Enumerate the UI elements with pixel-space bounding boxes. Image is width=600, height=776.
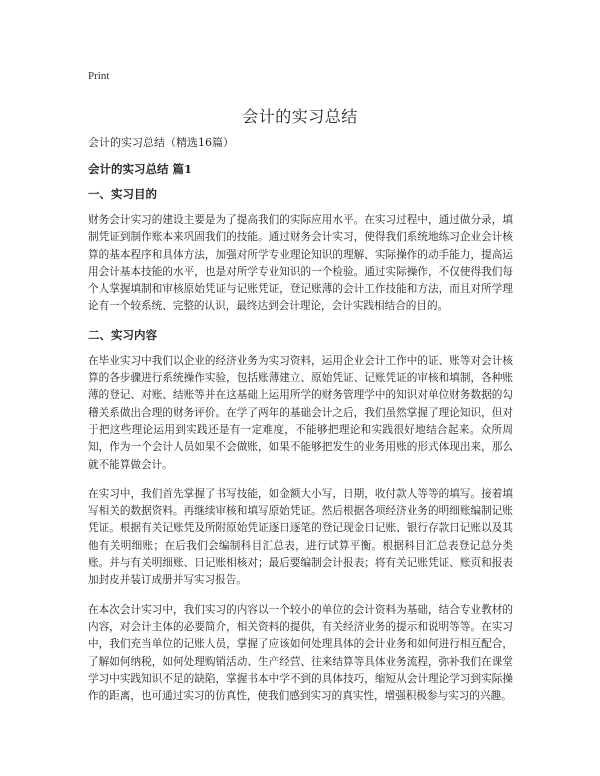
paragraph: 在毕业实习中我们以企业的经济业务为实习资料，运用企业会计工作中的证、账等对会计核算的各步骤进行系统操作实验，包括账薄建立、原始凭证、记账凭证的审核和填制，各种账薄的登记、对账、结账等并在这基础上运用所学的财务管理学中的知识对单位财务数据的勾稽关系做出合理的财务评价。在学了两年的基础会计之后，我们虽然掌握了理论知识，但对于把这些理论运用到实践还是有一定难度，不能够把理论和实践很好地结合起来。众所周知，作为一个会计人员如果不会做账，如果不能够把发生的业务用账的形式体现出来，那么就不能算做会计。 [88, 354, 513, 471]
page-title: 会计的实习总结 [242, 107, 358, 126]
document-subtitle: 会计的实习总结（精选16篇） [88, 136, 234, 149]
print-link[interactable]: Print [88, 70, 110, 82]
article-title: 会计的实习总结 篇1 [88, 162, 193, 176]
paragraph: 财务会计实习的建设主要是为了提高我们的实际应用水平。在实习过程中，通过做分录，填制凭证到制作账本来巩固我们的技能。通过财务会计实习，使得我们系统地练习企业会计核算的基本程序和具体方法，加强对所学专业理论知识的理解、实际操作的动手能力，提高运用会计基本技能的水平，也是对所学专业知识的一个检验。通过实际操作，不仅使得我们每个人掌握填制和审核原始凭证与记账凭证，登记账薄的会计工作技能和方法，而且对所学理论有一个较系统、完整的认识，最终达到会计理论，会计实践相结合的目的。 [88, 214, 513, 313]
paragraph: 在实习中，我们首先掌握了书写技能，如金额大小写，日期，收付款人等等的填写。接着填写相关的数据资料。再继续审核和填写原始凭证。然后根据各项经济业务的明细账编制记账凭证。根据有关记账凭及所附原始凭证逐日逐笔的登记现金日记账、银行存款日记账以及其他有关明细账；在后我们会编制科目汇总表，进行试算平衡。根据科目汇总表登记总分类账。并与有关明细账、日记账相核对；最后要编制会计报表；将有关记账凭证、账页和报表加封皮并装订成册并写实习报告。 [88, 487, 513, 587]
document-body [88, 136, 513, 717]
section-heading-content: 二、实习内容 [88, 327, 157, 342]
paragraph: 在本次会计实习中，我们实习的内容以一个较小的单位的会计资料为基础，结合专业教材的内容，对会计主体的必要简介，相关资料的提供，有关经济业务的提示和说明等等。在实习中，我们充当单位的记账人员，掌握了应该如何处理具体的会计业务和如何进行相互配合，了解如何纳税，如何处理购销活动、生产经营、往来结算等具体业务流程，弥补我们在课堂学习中实践知识不足的缺陷，掌握书本中学不到的具体技巧，缩短从会计理论学习到实际操作的距离，也可通过实习的仿真性，使我们感到实习的真实性，增强积极参与实习的兴趣。 [88, 603, 513, 703]
section-heading-purpose: 一、实习目的 [88, 187, 157, 201]
